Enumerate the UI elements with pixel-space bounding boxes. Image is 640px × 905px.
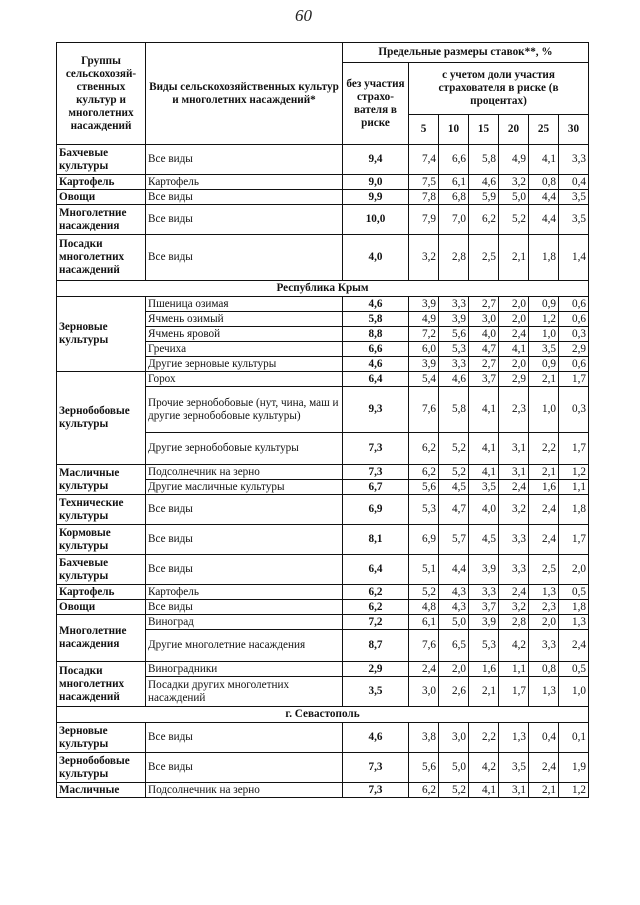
rate-share-5-cell: 5,4	[409, 372, 439, 387]
rate-share-20-cell: 1,1	[499, 662, 529, 677]
header-share-10: 10	[439, 115, 469, 145]
rate-share-10-cell: 4,3	[439, 585, 469, 600]
rate-share-30-cell: 1,4	[559, 235, 589, 281]
rate-share-10-cell: 4,6	[439, 372, 469, 387]
rate-share-20-cell: 2,1	[499, 235, 529, 281]
insurance-rates-table	[56, 42, 589, 798]
rate-share-20-cell: 2,0	[499, 357, 529, 372]
rate-share-25-cell: 2,4	[529, 753, 559, 783]
rate-share-25-cell: 1,0	[529, 387, 559, 433]
header-kind-column: Виды сельскохозяйственных культур и многолетних насаждений*	[146, 43, 343, 145]
rate-share-25-cell: 2,2	[529, 433, 559, 465]
rate-share-25-cell: 0,4	[529, 723, 559, 753]
table-row	[57, 235, 589, 281]
section-title: г. Севастополь	[57, 707, 589, 723]
rate-share-5-cell: 4,9	[409, 312, 439, 327]
crop-kind-cell: Все виды	[146, 235, 343, 281]
rate-without-share-cell: 7,3	[343, 753, 409, 783]
crop-kind-cell: Пшеница озимая	[146, 297, 343, 312]
rate-without-share-cell: 7,2	[343, 615, 409, 630]
rate-share-30-cell: 1,8	[559, 495, 589, 525]
rate-share-15-cell: 3,9	[469, 615, 499, 630]
crop-kind-cell: Другие зерновые культуры	[146, 357, 343, 372]
header-share-15: 15	[469, 115, 499, 145]
crop-kind-cell: Все виды	[146, 723, 343, 753]
rate-share-10-cell: 5,3	[439, 342, 469, 357]
table-row	[57, 662, 589, 677]
rate-share-5-cell: 5,6	[409, 753, 439, 783]
section-title: Республика Крым	[57, 281, 589, 297]
rate-without-share-cell: 4,6	[343, 723, 409, 753]
rate-share-30-cell: 2,0	[559, 555, 589, 585]
crop-kind-cell: Ячмень яровой	[146, 327, 343, 342]
rate-without-share-cell: 5,8	[343, 312, 409, 327]
rate-without-share-cell: 7,3	[343, 783, 409, 798]
rate-share-20-cell: 3,1	[499, 465, 529, 480]
rate-share-10-cell: 3,3	[439, 357, 469, 372]
rate-share-20-cell: 2,4	[499, 585, 529, 600]
rate-share-25-cell: 2,4	[529, 495, 559, 525]
rate-share-10-cell: 5,2	[439, 783, 469, 798]
crop-group-cell: Кормовые культуры	[57, 525, 146, 555]
rate-share-5-cell: 7,9	[409, 205, 439, 235]
rate-share-10-cell: 2,6	[439, 677, 469, 707]
rate-share-30-cell: 3,3	[559, 145, 589, 175]
rate-share-5-cell: 7,6	[409, 630, 439, 662]
table-row	[57, 175, 589, 190]
rate-share-25-cell: 2,0	[529, 615, 559, 630]
rate-share-15-cell: 5,3	[469, 630, 499, 662]
rate-share-20-cell: 4,9	[499, 145, 529, 175]
rate-share-10-cell: 5,7	[439, 525, 469, 555]
rate-share-10-cell: 5,0	[439, 615, 469, 630]
rate-share-30-cell: 2,9	[559, 342, 589, 357]
rate-share-5-cell: 6,2	[409, 433, 439, 465]
rate-share-30-cell: 0,5	[559, 662, 589, 677]
rate-share-15-cell: 3,0	[469, 312, 499, 327]
rate-share-5-cell: 6,9	[409, 525, 439, 555]
rate-share-25-cell: 1,3	[529, 677, 559, 707]
rate-share-10-cell: 4,4	[439, 555, 469, 585]
rate-share-15-cell: 4,0	[469, 327, 499, 342]
rate-share-15-cell: 1,6	[469, 662, 499, 677]
rate-share-20-cell: 4,2	[499, 630, 529, 662]
header-group-column: Группы сельскохозяй-ственных культур и многолетних насаждений	[57, 43, 146, 145]
crop-group-cell: Картофель	[57, 585, 146, 600]
crop-group-cell: Зернобобовые культуры	[57, 372, 146, 465]
crop-kind-cell: Все виды	[146, 495, 343, 525]
rate-share-30-cell: 1,9	[559, 753, 589, 783]
rate-share-30-cell: 1,8	[559, 600, 589, 615]
rate-share-15-cell: 3,7	[469, 372, 499, 387]
rate-share-5-cell: 5,1	[409, 555, 439, 585]
rate-share-25-cell: 2,3	[529, 600, 559, 615]
rate-share-15-cell: 4,1	[469, 465, 499, 480]
rate-share-5-cell: 3,8	[409, 723, 439, 753]
crop-kind-cell: Все виды	[146, 190, 343, 205]
crop-group-cell: Технические культуры	[57, 495, 146, 525]
rate-share-5-cell: 6,1	[409, 615, 439, 630]
table-row	[57, 297, 589, 312]
crop-kind-cell: Все виды	[146, 600, 343, 615]
table-row	[57, 465, 589, 480]
crop-kind-cell: Все виды	[146, 205, 343, 235]
table-row	[57, 615, 589, 630]
rate-share-30-cell: 0,4	[559, 175, 589, 190]
crop-group-cell: Зернобобовые культуры	[57, 753, 146, 783]
crop-group-cell: Посадки многолетних насаждений	[57, 235, 146, 281]
rate-share-30-cell: 0,3	[559, 327, 589, 342]
table-row	[57, 205, 589, 235]
rate-share-25-cell: 0,9	[529, 357, 559, 372]
crop-kind-cell: Другие зернобобовые культуры	[146, 433, 343, 465]
rate-share-15-cell: 4,1	[469, 783, 499, 798]
rate-without-share-cell: 6,4	[343, 555, 409, 585]
rate-share-15-cell: 4,1	[469, 433, 499, 465]
table-row	[57, 723, 589, 753]
rate-share-10-cell: 3,0	[439, 723, 469, 753]
rate-share-20-cell: 3,1	[499, 433, 529, 465]
section-header-row	[57, 707, 589, 723]
rate-without-share-cell: 4,0	[343, 235, 409, 281]
crop-group-cell: Многолетние насаждения	[57, 205, 146, 235]
crop-group-cell: Многолетние насаждения	[57, 615, 146, 662]
rate-share-30-cell: 1,3	[559, 615, 589, 630]
rate-without-share-cell: 6,4	[343, 372, 409, 387]
rate-share-20-cell: 5,0	[499, 190, 529, 205]
rate-share-15-cell: 2,5	[469, 235, 499, 281]
crop-group-cell: Зерновые культуры	[57, 297, 146, 372]
section-header-row	[57, 281, 589, 297]
crop-group-cell: Масличные культуры	[57, 465, 146, 495]
rate-share-20-cell: 2,4	[499, 327, 529, 342]
rate-share-5-cell: 7,6	[409, 387, 439, 433]
table-body	[57, 145, 589, 798]
rate-share-30-cell: 1,7	[559, 372, 589, 387]
crop-kind-cell: Картофель	[146, 175, 343, 190]
crop-group-cell: Картофель	[57, 175, 146, 190]
rate-share-20-cell: 1,7	[499, 677, 529, 707]
crop-group-cell: Масличные	[57, 783, 146, 798]
rate-share-5-cell: 3,2	[409, 235, 439, 281]
crop-kind-cell: Ячмень озимый	[146, 312, 343, 327]
rate-share-20-cell: 3,2	[499, 600, 529, 615]
rate-share-10-cell: 5,8	[439, 387, 469, 433]
rate-share-20-cell: 3,2	[499, 175, 529, 190]
rate-share-10-cell: 5,2	[439, 465, 469, 480]
rate-without-share-cell: 4,6	[343, 297, 409, 312]
rate-share-5-cell: 4,8	[409, 600, 439, 615]
rate-share-15-cell: 5,9	[469, 190, 499, 205]
rate-share-25-cell: 2,4	[529, 525, 559, 555]
rate-share-30-cell: 1,1	[559, 480, 589, 495]
rate-without-share-cell: 6,7	[343, 480, 409, 495]
rate-share-20-cell: 2,9	[499, 372, 529, 387]
crop-kind-cell: Все виды	[146, 753, 343, 783]
rate-share-15-cell: 2,2	[469, 723, 499, 753]
rate-without-share-cell: 10,0	[343, 205, 409, 235]
rate-share-30-cell: 1,2	[559, 465, 589, 480]
rate-without-share-cell: 8,7	[343, 630, 409, 662]
rate-share-30-cell: 3,5	[559, 205, 589, 235]
rate-share-30-cell: 1,7	[559, 433, 589, 465]
header-share-5: 5	[409, 115, 439, 145]
rate-without-share-cell: 6,6	[343, 342, 409, 357]
rate-share-20-cell: 3,2	[499, 495, 529, 525]
rate-share-20-cell: 3,3	[499, 555, 529, 585]
rate-share-30-cell: 0,6	[559, 357, 589, 372]
rate-without-share-cell: 6,2	[343, 600, 409, 615]
rate-share-25-cell: 3,3	[529, 630, 559, 662]
rate-share-15-cell: 4,7	[469, 342, 499, 357]
table-row	[57, 555, 589, 585]
table-row	[57, 145, 589, 175]
rate-share-5-cell: 6,2	[409, 465, 439, 480]
header-without-share: без участия страхо-вателя в риске	[343, 63, 409, 145]
rate-share-15-cell: 5,8	[469, 145, 499, 175]
rate-share-15-cell: 3,5	[469, 480, 499, 495]
crop-kind-cell: Посадки других многолетних насаждений	[146, 677, 343, 707]
header-with-share: с учетом доли участия страхователя в риске (в процентах)	[409, 63, 589, 115]
rate-share-30-cell: 0,5	[559, 585, 589, 600]
rate-share-15-cell: 3,7	[469, 600, 499, 615]
rate-share-20-cell: 2,0	[499, 297, 529, 312]
rate-without-share-cell: 9,0	[343, 175, 409, 190]
table-row	[57, 783, 589, 798]
rate-share-20-cell: 1,3	[499, 723, 529, 753]
crop-kind-cell: Виноград	[146, 615, 343, 630]
rate-share-15-cell: 3,3	[469, 585, 499, 600]
rate-without-share-cell: 2,9	[343, 662, 409, 677]
crop-group-cell: Посадки многолетних насаждений	[57, 662, 146, 707]
rate-share-5-cell: 5,3	[409, 495, 439, 525]
header-rate-limits: Предельные размеры ставок**, %	[343, 43, 589, 63]
crop-group-cell: Бахчевые культуры	[57, 145, 146, 175]
table-row	[57, 600, 589, 615]
rate-share-25-cell: 4,1	[529, 145, 559, 175]
table-row	[57, 525, 589, 555]
rate-share-20-cell: 2,4	[499, 480, 529, 495]
rate-share-25-cell: 1,3	[529, 585, 559, 600]
rate-share-10-cell: 6,5	[439, 630, 469, 662]
rate-without-share-cell: 6,9	[343, 495, 409, 525]
rate-share-10-cell: 3,9	[439, 312, 469, 327]
crop-kind-cell: Подсолнечник на зерно	[146, 465, 343, 480]
rate-share-10-cell: 6,8	[439, 190, 469, 205]
rate-share-5-cell: 3,0	[409, 677, 439, 707]
rate-share-15-cell: 3,9	[469, 555, 499, 585]
rate-without-share-cell: 7,3	[343, 433, 409, 465]
table-row	[57, 372, 589, 387]
rate-share-15-cell: 4,0	[469, 495, 499, 525]
rate-share-5-cell: 6,0	[409, 342, 439, 357]
rate-share-10-cell: 4,7	[439, 495, 469, 525]
rate-share-20-cell: 3,5	[499, 753, 529, 783]
rate-share-30-cell: 1,0	[559, 677, 589, 707]
rate-share-25-cell: 2,1	[529, 465, 559, 480]
rate-share-20-cell: 2,8	[499, 615, 529, 630]
rate-share-25-cell: 1,6	[529, 480, 559, 495]
crop-kind-cell: Другие масличные культуры	[146, 480, 343, 495]
crop-group-cell: Бахчевые культуры	[57, 555, 146, 585]
rate-share-5-cell: 6,2	[409, 783, 439, 798]
rate-share-25-cell: 1,8	[529, 235, 559, 281]
crop-group-cell: Овощи	[57, 190, 146, 205]
rate-share-5-cell: 7,8	[409, 190, 439, 205]
rate-share-25-cell: 0,9	[529, 297, 559, 312]
rate-without-share-cell: 8,8	[343, 327, 409, 342]
rate-share-10-cell: 3,3	[439, 297, 469, 312]
rate-share-25-cell: 4,4	[529, 205, 559, 235]
rate-share-15-cell: 2,1	[469, 677, 499, 707]
rate-share-15-cell: 4,6	[469, 175, 499, 190]
table-row	[57, 585, 589, 600]
rate-share-10-cell: 2,0	[439, 662, 469, 677]
rate-without-share-cell: 8,1	[343, 525, 409, 555]
rate-share-5-cell: 5,6	[409, 480, 439, 495]
rate-share-15-cell: 4,2	[469, 753, 499, 783]
rate-share-10-cell: 6,1	[439, 175, 469, 190]
crop-kind-cell: Другие многолетние насаждения	[146, 630, 343, 662]
rate-share-20-cell: 3,3	[499, 525, 529, 555]
crop-kind-cell: Виноградники	[146, 662, 343, 677]
rate-share-25-cell: 3,5	[529, 342, 559, 357]
table-row	[57, 190, 589, 205]
rate-share-20-cell: 5,2	[499, 205, 529, 235]
rate-share-20-cell: 2,3	[499, 387, 529, 433]
rate-share-30-cell: 0,3	[559, 387, 589, 433]
rate-share-5-cell: 3,9	[409, 357, 439, 372]
rate-share-10-cell: 4,3	[439, 600, 469, 615]
rate-share-30-cell: 2,4	[559, 630, 589, 662]
rate-share-25-cell: 2,1	[529, 372, 559, 387]
crop-kind-cell: Гречиха	[146, 342, 343, 357]
crop-kind-cell: Все виды	[146, 555, 343, 585]
rate-share-15-cell: 6,2	[469, 205, 499, 235]
rate-without-share-cell: 6,2	[343, 585, 409, 600]
rate-share-20-cell: 2,0	[499, 312, 529, 327]
rate-share-15-cell: 2,7	[469, 297, 499, 312]
header-share-20: 20	[499, 115, 529, 145]
rate-share-25-cell: 2,1	[529, 783, 559, 798]
table-header	[57, 43, 589, 145]
crop-kind-cell: Подсолнечник на зерно	[146, 783, 343, 798]
header-share-30: 30	[559, 115, 589, 145]
rate-share-15-cell: 4,5	[469, 525, 499, 555]
rate-without-share-cell: 4,6	[343, 357, 409, 372]
rate-share-10-cell: 2,8	[439, 235, 469, 281]
crop-kind-cell: Горох	[146, 372, 343, 387]
rate-share-20-cell: 4,1	[499, 342, 529, 357]
crop-kind-cell: Все виды	[146, 145, 343, 175]
rate-share-25-cell: 1,0	[529, 327, 559, 342]
rate-share-5-cell: 7,5	[409, 175, 439, 190]
rate-share-30-cell: 1,2	[559, 783, 589, 798]
rate-share-25-cell: 0,8	[529, 662, 559, 677]
rate-share-30-cell: 1,7	[559, 525, 589, 555]
crop-group-cell: Овощи	[57, 600, 146, 615]
rate-without-share-cell: 9,9	[343, 190, 409, 205]
rate-share-25-cell: 0,8	[529, 175, 559, 190]
crop-kind-cell: Все виды	[146, 525, 343, 555]
rate-share-5-cell: 3,9	[409, 297, 439, 312]
rate-share-25-cell: 4,4	[529, 190, 559, 205]
rate-share-5-cell: 7,4	[409, 145, 439, 175]
rate-share-15-cell: 2,7	[469, 357, 499, 372]
rate-share-30-cell: 0,6	[559, 297, 589, 312]
crop-kind-cell: Картофель	[146, 585, 343, 600]
rate-share-30-cell: 3,5	[559, 190, 589, 205]
page-number: 60	[295, 6, 312, 25]
rate-share-10-cell: 7,0	[439, 205, 469, 235]
header-share-25: 25	[529, 115, 559, 145]
rate-share-20-cell: 3,1	[499, 783, 529, 798]
rate-share-15-cell: 4,1	[469, 387, 499, 433]
rate-share-10-cell: 5,0	[439, 753, 469, 783]
rate-share-10-cell: 6,6	[439, 145, 469, 175]
rate-share-10-cell: 5,6	[439, 327, 469, 342]
table-row	[57, 753, 589, 783]
table-row	[57, 495, 589, 525]
rate-share-10-cell: 5,2	[439, 433, 469, 465]
rate-without-share-cell: 9,4	[343, 145, 409, 175]
rate-share-5-cell: 7,2	[409, 327, 439, 342]
rate-share-30-cell: 0,6	[559, 312, 589, 327]
rate-share-5-cell: 5,2	[409, 585, 439, 600]
rate-without-share-cell: 3,5	[343, 677, 409, 707]
rate-share-25-cell: 2,5	[529, 555, 559, 585]
rate-share-25-cell: 1,2	[529, 312, 559, 327]
rate-share-10-cell: 4,5	[439, 480, 469, 495]
rate-share-5-cell: 2,4	[409, 662, 439, 677]
rate-without-share-cell: 7,3	[343, 465, 409, 480]
rate-without-share-cell: 9,3	[343, 387, 409, 433]
crop-kind-cell: Прочие зернобобовые (нут, чина, маш и другие зернобобовые культуры)	[146, 387, 343, 433]
crop-group-cell: Зерновые культуры	[57, 723, 146, 753]
rate-share-30-cell: 0,1	[559, 723, 589, 753]
